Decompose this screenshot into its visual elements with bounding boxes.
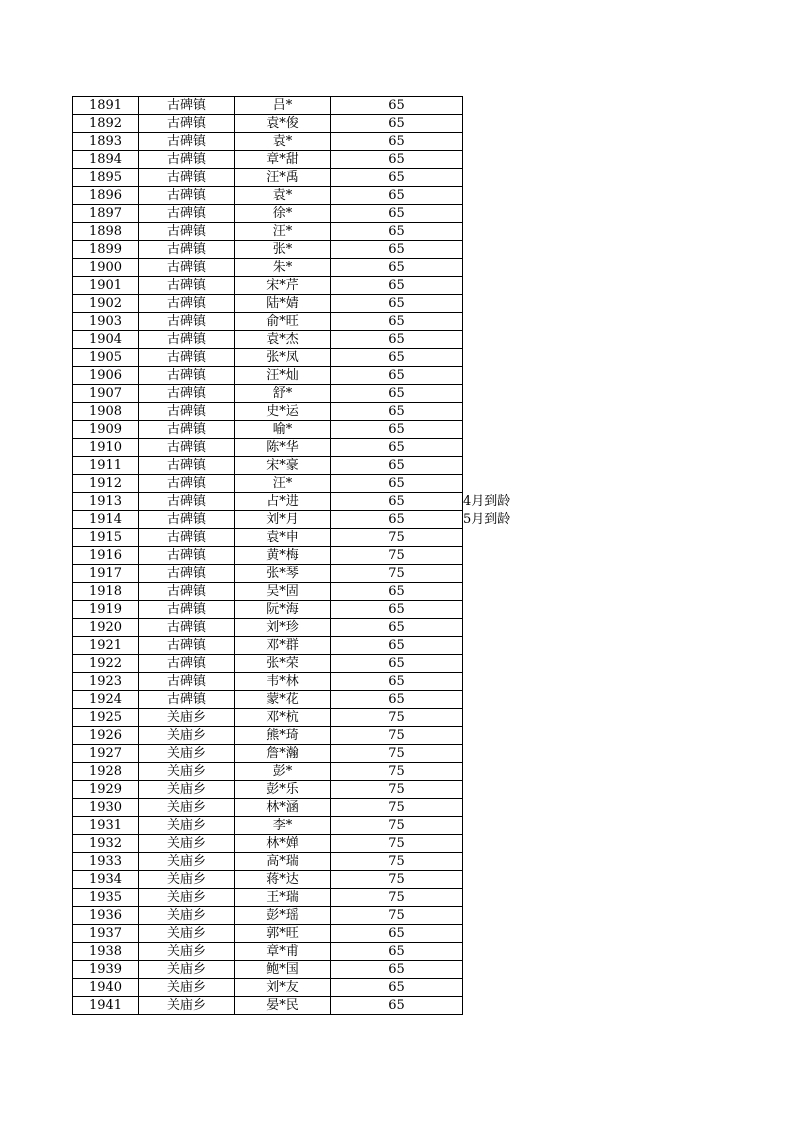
table-row xyxy=(73,619,463,637)
amount-cell: 65 xyxy=(331,115,463,133)
name-cell: 彭*瑶 xyxy=(235,907,331,925)
name-cell: 吴*固 xyxy=(235,583,331,601)
town-cell: 古碑镇 xyxy=(139,691,235,709)
row-id-cell: 1902 xyxy=(73,295,139,313)
name-cell: 鲍*国 xyxy=(235,961,331,979)
table-row xyxy=(73,313,463,331)
amount-cell: 65 xyxy=(331,259,463,277)
table-row xyxy=(73,835,463,853)
table-row xyxy=(73,421,463,439)
row-id-cell: 1926 xyxy=(73,727,139,745)
town-cell: 古碑镇 xyxy=(139,403,235,421)
row-id-cell: 1924 xyxy=(73,691,139,709)
amount-cell: 75 xyxy=(331,799,463,817)
town-cell: 关庙乡 xyxy=(139,889,235,907)
table-row xyxy=(73,295,463,313)
name-cell: 韦*林 xyxy=(235,673,331,691)
amount-cell: 65 xyxy=(331,457,463,475)
amount-cell: 75 xyxy=(331,907,463,925)
name-cell: 宋*芹 xyxy=(235,277,331,295)
town-cell: 关庙乡 xyxy=(139,943,235,961)
table-row xyxy=(73,241,463,259)
table-row xyxy=(73,637,463,655)
amount-cell: 75 xyxy=(331,709,463,727)
table-row xyxy=(73,979,463,997)
name-cell: 邓*杭 xyxy=(235,709,331,727)
row-id-cell: 1905 xyxy=(73,349,139,367)
name-cell: 袁*申 xyxy=(235,529,331,547)
row-id-cell: 1906 xyxy=(73,367,139,385)
amount-cell: 65 xyxy=(331,583,463,601)
name-cell: 吕* xyxy=(235,97,331,115)
amount-cell: 65 xyxy=(331,151,463,169)
row-id-cell: 1900 xyxy=(73,259,139,277)
amount-cell: 65 xyxy=(331,637,463,655)
row-id-cell: 1893 xyxy=(73,133,139,151)
name-cell: 阮*海 xyxy=(235,601,331,619)
town-cell: 关庙乡 xyxy=(139,979,235,997)
name-cell: 张*凤 xyxy=(235,349,331,367)
row-id-cell: 1910 xyxy=(73,439,139,457)
table-row xyxy=(73,583,463,601)
row-id-cell: 1894 xyxy=(73,151,139,169)
table-row xyxy=(73,781,463,799)
town-cell: 古碑镇 xyxy=(139,475,235,493)
data-table xyxy=(72,96,463,1015)
name-cell: 汪* xyxy=(235,475,331,493)
row-id-cell: 1930 xyxy=(73,799,139,817)
table-row xyxy=(73,853,463,871)
amount-cell: 65 xyxy=(331,331,463,349)
name-cell: 张*荣 xyxy=(235,655,331,673)
town-cell: 古碑镇 xyxy=(139,331,235,349)
table-row xyxy=(73,385,463,403)
town-cell: 古碑镇 xyxy=(139,493,235,511)
amount-cell: 75 xyxy=(331,745,463,763)
town-cell: 古碑镇 xyxy=(139,223,235,241)
amount-cell: 65 xyxy=(331,133,463,151)
town-cell: 古碑镇 xyxy=(139,583,235,601)
name-cell: 袁* xyxy=(235,133,331,151)
name-cell: 刘*月 xyxy=(235,511,331,529)
table-row xyxy=(73,457,463,475)
town-cell: 古碑镇 xyxy=(139,673,235,691)
row-id-cell: 1907 xyxy=(73,385,139,403)
row-id-cell: 1919 xyxy=(73,601,139,619)
town-cell: 古碑镇 xyxy=(139,169,235,187)
row-id-cell: 1921 xyxy=(73,637,139,655)
name-cell: 章*甜 xyxy=(235,151,331,169)
row-id-cell: 1934 xyxy=(73,871,139,889)
row-note: 5月到龄 xyxy=(463,512,511,527)
amount-cell: 65 xyxy=(331,367,463,385)
table-row xyxy=(73,259,463,277)
town-cell: 古碑镇 xyxy=(139,547,235,565)
table-row xyxy=(73,97,463,115)
table-row xyxy=(73,889,463,907)
table-row xyxy=(73,943,463,961)
name-cell: 彭* xyxy=(235,763,331,781)
row-id-cell: 1897 xyxy=(73,205,139,223)
amount-cell: 65 xyxy=(331,925,463,943)
town-cell: 古碑镇 xyxy=(139,97,235,115)
town-cell: 古碑镇 xyxy=(139,511,235,529)
name-cell: 林*涵 xyxy=(235,799,331,817)
row-id-cell: 1920 xyxy=(73,619,139,637)
table-row xyxy=(73,115,463,133)
table-row xyxy=(73,169,463,187)
name-cell: 刘*友 xyxy=(235,979,331,997)
town-cell: 古碑镇 xyxy=(139,151,235,169)
amount-cell: 75 xyxy=(331,889,463,907)
town-cell: 古碑镇 xyxy=(139,277,235,295)
amount-cell: 65 xyxy=(331,187,463,205)
name-cell: 刘*珍 xyxy=(235,619,331,637)
table-row xyxy=(73,187,463,205)
row-id-cell: 1933 xyxy=(73,853,139,871)
name-cell: 王*瑞 xyxy=(235,889,331,907)
name-cell: 舒* xyxy=(235,385,331,403)
name-cell: 邓*群 xyxy=(235,637,331,655)
town-cell: 古碑镇 xyxy=(139,637,235,655)
table-row xyxy=(73,331,463,349)
table-row xyxy=(73,691,463,709)
table-row xyxy=(73,151,463,169)
row-id-cell: 1929 xyxy=(73,781,139,799)
name-cell: 袁*俊 xyxy=(235,115,331,133)
table-row xyxy=(73,547,463,565)
town-cell: 古碑镇 xyxy=(139,205,235,223)
amount-cell: 75 xyxy=(331,871,463,889)
row-id-cell: 1923 xyxy=(73,673,139,691)
row-id-cell: 1922 xyxy=(73,655,139,673)
town-cell: 关庙乡 xyxy=(139,961,235,979)
table-row xyxy=(73,349,463,367)
amount-cell: 75 xyxy=(331,853,463,871)
name-cell: 袁*杰 xyxy=(235,331,331,349)
name-cell: 詹*瀚 xyxy=(235,745,331,763)
table-row xyxy=(73,709,463,727)
row-id-cell: 1901 xyxy=(73,277,139,295)
row-id-cell: 1935 xyxy=(73,889,139,907)
row-id-cell: 1937 xyxy=(73,925,139,943)
name-cell: 汪*灿 xyxy=(235,367,331,385)
town-cell: 古碑镇 xyxy=(139,385,235,403)
row-note: 4月到龄 xyxy=(463,494,511,509)
amount-cell: 75 xyxy=(331,727,463,745)
row-id-cell: 1917 xyxy=(73,565,139,583)
row-id-cell: 1940 xyxy=(73,979,139,997)
row-id-cell: 1939 xyxy=(73,961,139,979)
town-cell: 古碑镇 xyxy=(139,259,235,277)
row-id-cell: 1895 xyxy=(73,169,139,187)
name-cell: 喻* xyxy=(235,421,331,439)
row-id-cell: 1932 xyxy=(73,835,139,853)
town-cell: 古碑镇 xyxy=(139,619,235,637)
town-cell: 古碑镇 xyxy=(139,241,235,259)
row-id-cell: 1908 xyxy=(73,403,139,421)
name-cell: 彭*乐 xyxy=(235,781,331,799)
amount-cell: 75 xyxy=(331,547,463,565)
table-row xyxy=(73,223,463,241)
row-id-cell: 1899 xyxy=(73,241,139,259)
amount-cell: 65 xyxy=(331,277,463,295)
town-cell: 关庙乡 xyxy=(139,745,235,763)
town-cell: 古碑镇 xyxy=(139,133,235,151)
name-cell: 晏*民 xyxy=(235,997,331,1015)
row-id-cell: 1928 xyxy=(73,763,139,781)
town-cell: 古碑镇 xyxy=(139,349,235,367)
amount-cell: 65 xyxy=(331,475,463,493)
name-cell: 郭*旺 xyxy=(235,925,331,943)
amount-cell: 65 xyxy=(331,997,463,1015)
town-cell: 关庙乡 xyxy=(139,709,235,727)
row-id-cell: 1927 xyxy=(73,745,139,763)
town-cell: 古碑镇 xyxy=(139,313,235,331)
town-cell: 古碑镇 xyxy=(139,367,235,385)
name-cell: 李* xyxy=(235,817,331,835)
table-row xyxy=(73,799,463,817)
name-cell: 张* xyxy=(235,241,331,259)
amount-cell: 65 xyxy=(331,421,463,439)
amount-cell: 75 xyxy=(331,835,463,853)
town-cell: 关庙乡 xyxy=(139,925,235,943)
name-cell: 汪* xyxy=(235,223,331,241)
row-id-cell: 1931 xyxy=(73,817,139,835)
table-row xyxy=(73,997,463,1015)
row-id-cell: 1915 xyxy=(73,529,139,547)
amount-cell: 65 xyxy=(331,439,463,457)
town-cell: 古碑镇 xyxy=(139,421,235,439)
amount-cell: 65 xyxy=(331,403,463,421)
amount-cell: 65 xyxy=(331,601,463,619)
town-cell: 关庙乡 xyxy=(139,781,235,799)
table-row xyxy=(73,367,463,385)
table-row xyxy=(73,565,463,583)
row-id-cell: 1916 xyxy=(73,547,139,565)
name-cell: 蒙*花 xyxy=(235,691,331,709)
name-cell: 徐* xyxy=(235,205,331,223)
amount-cell: 75 xyxy=(331,529,463,547)
table-row xyxy=(73,529,463,547)
town-cell: 关庙乡 xyxy=(139,763,235,781)
town-cell: 关庙乡 xyxy=(139,835,235,853)
amount-cell: 65 xyxy=(331,169,463,187)
name-cell: 朱* xyxy=(235,259,331,277)
table-row xyxy=(73,439,463,457)
name-cell: 陆*婧 xyxy=(235,295,331,313)
name-cell: 张*琴 xyxy=(235,565,331,583)
amount-cell: 65 xyxy=(331,205,463,223)
table-row xyxy=(73,673,463,691)
name-cell: 陈*华 xyxy=(235,439,331,457)
table-row xyxy=(73,925,463,943)
amount-cell: 65 xyxy=(331,511,463,529)
name-cell: 占*进 xyxy=(235,493,331,511)
row-id-cell: 1938 xyxy=(73,943,139,961)
table-row xyxy=(73,907,463,925)
amount-cell: 75 xyxy=(331,565,463,583)
town-cell: 关庙乡 xyxy=(139,799,235,817)
table-row xyxy=(73,493,463,511)
row-id-cell: 1891 xyxy=(73,97,139,115)
amount-cell: 65 xyxy=(331,619,463,637)
amount-cell: 65 xyxy=(331,97,463,115)
town-cell: 古碑镇 xyxy=(139,565,235,583)
town-cell: 古碑镇 xyxy=(139,655,235,673)
amount-cell: 65 xyxy=(331,961,463,979)
table-row xyxy=(73,763,463,781)
name-cell: 俞*旺 xyxy=(235,313,331,331)
name-cell: 宋*豪 xyxy=(235,457,331,475)
amount-cell: 65 xyxy=(331,385,463,403)
row-id-cell: 1896 xyxy=(73,187,139,205)
amount-cell: 65 xyxy=(331,673,463,691)
table-row xyxy=(73,133,463,151)
row-id-cell: 1913 xyxy=(73,493,139,511)
town-cell: 古碑镇 xyxy=(139,439,235,457)
town-cell: 古碑镇 xyxy=(139,295,235,313)
amount-cell: 65 xyxy=(331,295,463,313)
amount-cell: 65 xyxy=(331,223,463,241)
town-cell: 古碑镇 xyxy=(139,457,235,475)
amount-cell: 75 xyxy=(331,781,463,799)
amount-cell: 65 xyxy=(331,241,463,259)
row-id-cell: 1936 xyxy=(73,907,139,925)
table-row xyxy=(73,727,463,745)
amount-cell: 75 xyxy=(331,763,463,781)
amount-cell: 75 xyxy=(331,817,463,835)
town-cell: 关庙乡 xyxy=(139,817,235,835)
row-id-cell: 1914 xyxy=(73,511,139,529)
table-row xyxy=(73,277,463,295)
row-id-cell: 1912 xyxy=(73,475,139,493)
row-id-cell: 1941 xyxy=(73,997,139,1015)
name-cell: 高*瑞 xyxy=(235,853,331,871)
row-id-cell: 1904 xyxy=(73,331,139,349)
town-cell: 古碑镇 xyxy=(139,115,235,133)
table-row xyxy=(73,817,463,835)
amount-cell: 65 xyxy=(331,493,463,511)
amount-cell: 65 xyxy=(331,313,463,331)
name-cell: 林*婵 xyxy=(235,835,331,853)
name-cell: 袁* xyxy=(235,187,331,205)
name-cell: 熊*琦 xyxy=(235,727,331,745)
amount-cell: 65 xyxy=(331,943,463,961)
name-cell: 汪*禹 xyxy=(235,169,331,187)
row-id-cell: 1925 xyxy=(73,709,139,727)
town-cell: 古碑镇 xyxy=(139,187,235,205)
town-cell: 关庙乡 xyxy=(139,907,235,925)
table-row xyxy=(73,403,463,421)
town-cell: 关庙乡 xyxy=(139,727,235,745)
table-row xyxy=(73,511,463,529)
table-row xyxy=(73,655,463,673)
row-id-cell: 1898 xyxy=(73,223,139,241)
name-cell: 黄*梅 xyxy=(235,547,331,565)
row-id-cell: 1903 xyxy=(73,313,139,331)
table-row xyxy=(73,475,463,493)
town-cell: 古碑镇 xyxy=(139,529,235,547)
name-cell: 章*甫 xyxy=(235,943,331,961)
table-body xyxy=(73,97,463,1015)
table-row xyxy=(73,601,463,619)
name-cell: 史*运 xyxy=(235,403,331,421)
town-cell: 关庙乡 xyxy=(139,871,235,889)
name-cell: 蒋*达 xyxy=(235,871,331,889)
table-row xyxy=(73,745,463,763)
amount-cell: 65 xyxy=(331,655,463,673)
amount-cell: 65 xyxy=(331,979,463,997)
table-row xyxy=(73,871,463,889)
town-cell: 古碑镇 xyxy=(139,601,235,619)
table-row xyxy=(73,961,463,979)
amount-cell: 65 xyxy=(331,349,463,367)
town-cell: 关庙乡 xyxy=(139,853,235,871)
row-id-cell: 1911 xyxy=(73,457,139,475)
town-cell: 关庙乡 xyxy=(139,997,235,1015)
table-row xyxy=(73,205,463,223)
row-id-cell: 1918 xyxy=(73,583,139,601)
row-id-cell: 1892 xyxy=(73,115,139,133)
row-id-cell: 1909 xyxy=(73,421,139,439)
amount-cell: 65 xyxy=(331,691,463,709)
